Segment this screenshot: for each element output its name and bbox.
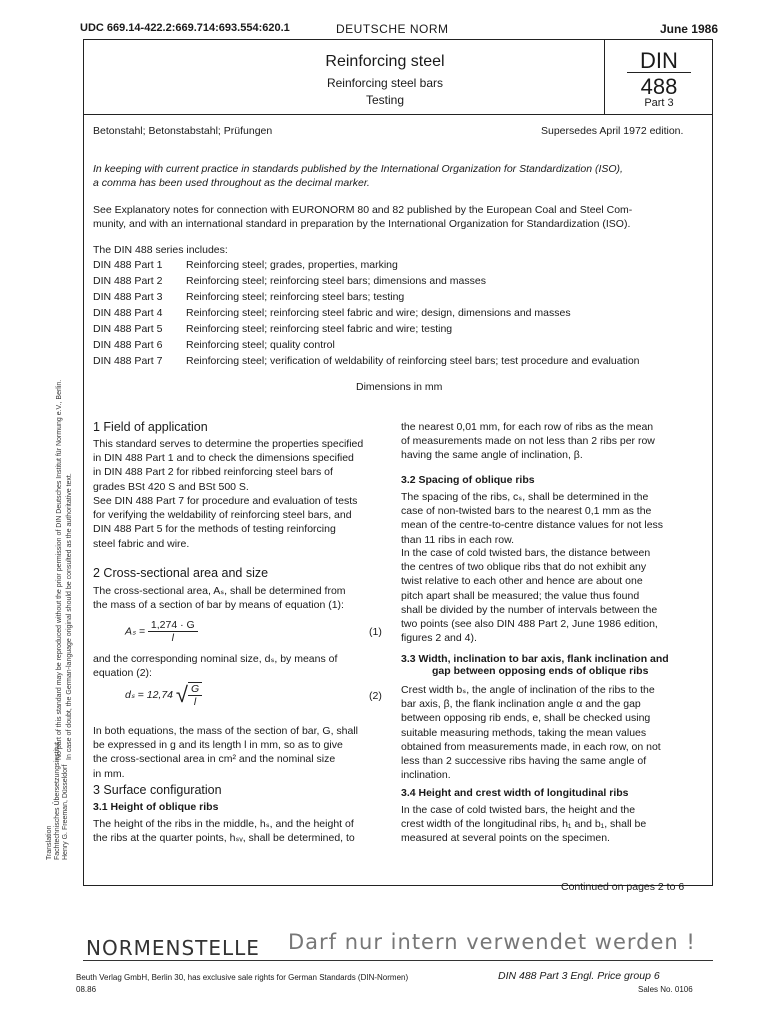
footer-code: 08.86 <box>76 985 97 994</box>
section-3-2-paragraph-2: In the case of cold twisted bars, the distance between the centres of two oblique ribs that do not exhibit any twist relative to each other and hence are about one pitch apart shall be measured; the value thus found shall be divided by the number of intervals between the two points (see also DIN 488 Part 2, June 1986 edition, figures 2 and 4). <box>401 547 658 645</box>
dimensions-note: Dimensions in mm <box>356 381 443 393</box>
din-underline <box>627 72 691 73</box>
din-label: DIN <box>640 48 678 73</box>
section-3-2-heading: 3.2 Spacing of oblique ribs <box>401 474 535 486</box>
section-1-paragraph-2: See DIN 488 Part 7 for procedure and evaluation of tests for verifying the weldability of reinforcing steel bars, and DIN 488 Part 5 for the methods of testing reinforcing steel fabric and wire. <box>93 495 358 550</box>
series-item: DIN 488 Part 4 Reinforcing steel; reinforcing steel fabric and wire; design, dimensions and masses <box>93 307 571 319</box>
din-part: Part 3 <box>644 97 674 109</box>
publication-date: June 1986 <box>659 22 718 36</box>
sales-number: Sales No. 0106 <box>638 985 693 994</box>
equation-1-label: (1) <box>369 626 382 638</box>
equation-1: Aₛ = $\frac{1,274 \cdot G}{l}$ <box>125 619 198 644</box>
document-subtitle: Reinforcing steel bars <box>326 76 444 90</box>
copyright-notice: No part of this standard may be reproduced without the prior permission of DIN Deutsches Institut für Normung e.V., Berlin. <box>56 379 63 760</box>
series-item: DIN 488 Part 1 Reinforcing steel; grades, properties, marking <box>93 259 398 271</box>
title-box-divider <box>604 39 605 115</box>
footer-reference: DIN 488 Part 3 Engl. Price group 6 <box>498 970 660 982</box>
section-3-3-paragraph: Crest width bₛ, the angle of inclination of the ribs to the bar axis, β, the flank inclination angle α and the gap between opposing rib ends, e, shall be checked using suitable measuring methods, taking the mean values obtained from measurements made, in each row, on not less than 2 successive ribs having the same angle of inclination. <box>401 684 661 782</box>
document-title: Reinforcing steel <box>325 53 445 70</box>
publisher-note: Beuth Verlag GmbH, Berlin 30, has exclusive sale rights for German Standards (DIN-Normen) <box>76 973 409 982</box>
section-2-paragraph-2: and the corresponding nominal size, dₛ, by means of equation (2): <box>93 653 338 680</box>
section-3-1-heading: 3.1 Height of oblique ribs <box>93 801 219 813</box>
section-1-heading: 1 Field of application <box>93 420 208 434</box>
section-3-2-paragraph-1: The spacing of the ribs, cₛ, shall be determined in the case of non-twisted bars to the nearest 0,1 mm as the mean of the centre-to-centre distance values for not less than 11 ribs in each row. <box>401 491 664 546</box>
series-intro: The DIN 488 series includes: <box>93 244 228 256</box>
explanatory-line-2: munity, and with an international standard in preparation by the International Organization for Standardization (ISO). <box>93 218 631 230</box>
stamp-internal-use: Darf nur intern verwendet werden ! <box>288 930 696 954</box>
equation-2: dₛ = 12,74 √ $\frac{G}{l}$ <box>125 682 202 708</box>
section-2-paragraph-1: The cross-sectional area, Aₛ, shall be determined from the mass of a section of bar by means of equation (1): <box>93 585 346 612</box>
equation-2-label: (2) <box>369 690 382 702</box>
section-3-3-heading: 3.3 Width, inclination to bar axis, flank inclination and gap between opposing ends of oblique ribs <box>401 653 669 677</box>
intro-note-line-1: In keeping with current practice in standards published by the International Organization for Standardization (ISO), <box>93 163 623 175</box>
section-2-heading: 2 Cross-sectional area and size <box>93 566 269 580</box>
explanatory-line-1: See Explanatory notes for connection with EURONORM 80 and 82 published by the European Coal and Steel Com- <box>93 204 633 216</box>
document-top-line <box>80 22 718 38</box>
din-number: 488 <box>640 74 678 99</box>
keywords: Betonstahl; Betonstabstahl; Prüfungen <box>93 125 273 137</box>
series-item: DIN 488 Part 2 Reinforcing steel; reinforcing steel bars; dimensions and masses <box>93 275 486 287</box>
section-3-heading: 3 Surface configuration <box>93 783 222 797</box>
stamp-normenstelle: NORMENSTELLE <box>86 936 260 960</box>
section-1-paragraph-1: This standard serves to determine the properties specified in DIN 488 Part 1 and to check the dimensions specified in DIN 488 Part 2 for ribbed reinforcing steel bars of grades BSt 420 S and BSt 500 S. <box>93 438 364 493</box>
continued-note: Continued on pages 2 to 6 <box>561 881 685 893</box>
section-3-1-paragraph: The height of the ribs in the middle, hₛ, and the height of the ribs at the quarter points, hₛᵥ, shall be determined, to <box>93 818 355 845</box>
section-2-paragraph-3: In both equations, the mass of the section of bar, G, shall be expressed in g and its length l in mm, so as to give the cross-sectional area in cm² and the nominal size in mm. <box>93 725 358 780</box>
series-item: DIN 488 Part 6 Reinforcing steel; quality control <box>93 339 335 351</box>
section-3-1-continued: the nearest 0,01 mm, for each row of ribs as the mean of measurements made on not less than 2 ribs per row having the same angle of inclination, β. <box>401 421 655 462</box>
language-notice: In case of doubt, the German-language original should be consulted as the authoritative text. <box>66 473 73 760</box>
series-item: DIN 488 Part 5 Reinforcing steel; reinforcing steel fabric and wire; testing <box>93 323 453 335</box>
stamp-divider <box>83 960 713 961</box>
intro-note-line-2: a comma has been used throughout as the decimal marker. <box>93 177 370 189</box>
section-3-4-heading: 3.4 Height and crest width of longitudinal ribs <box>401 787 629 799</box>
standard-type: DEUTSCHE NORM <box>336 22 449 36</box>
supersedes-note: Supersedes April 1972 edition. <box>541 125 684 137</box>
series-item: DIN 488 Part 7 Reinforcing steel; verification of weldability of reinforcing steel bars; test procedure and evaluation <box>93 355 640 367</box>
section-3-4-paragraph: In the case of cold twisted bars, the height and the crest width of the longitudinal ribs, h₁ and b₁, shall be measured at several points on the specimen. <box>401 804 647 845</box>
udc-code: UDC 669.14-422.2:669.714:693.554:620.1 <box>80 22 290 34</box>
series-item: DIN 488 Part 3 Reinforcing steel; reinforcing steel bars; testing <box>93 291 405 303</box>
document-subtitle-2: Testing <box>365 93 405 107</box>
